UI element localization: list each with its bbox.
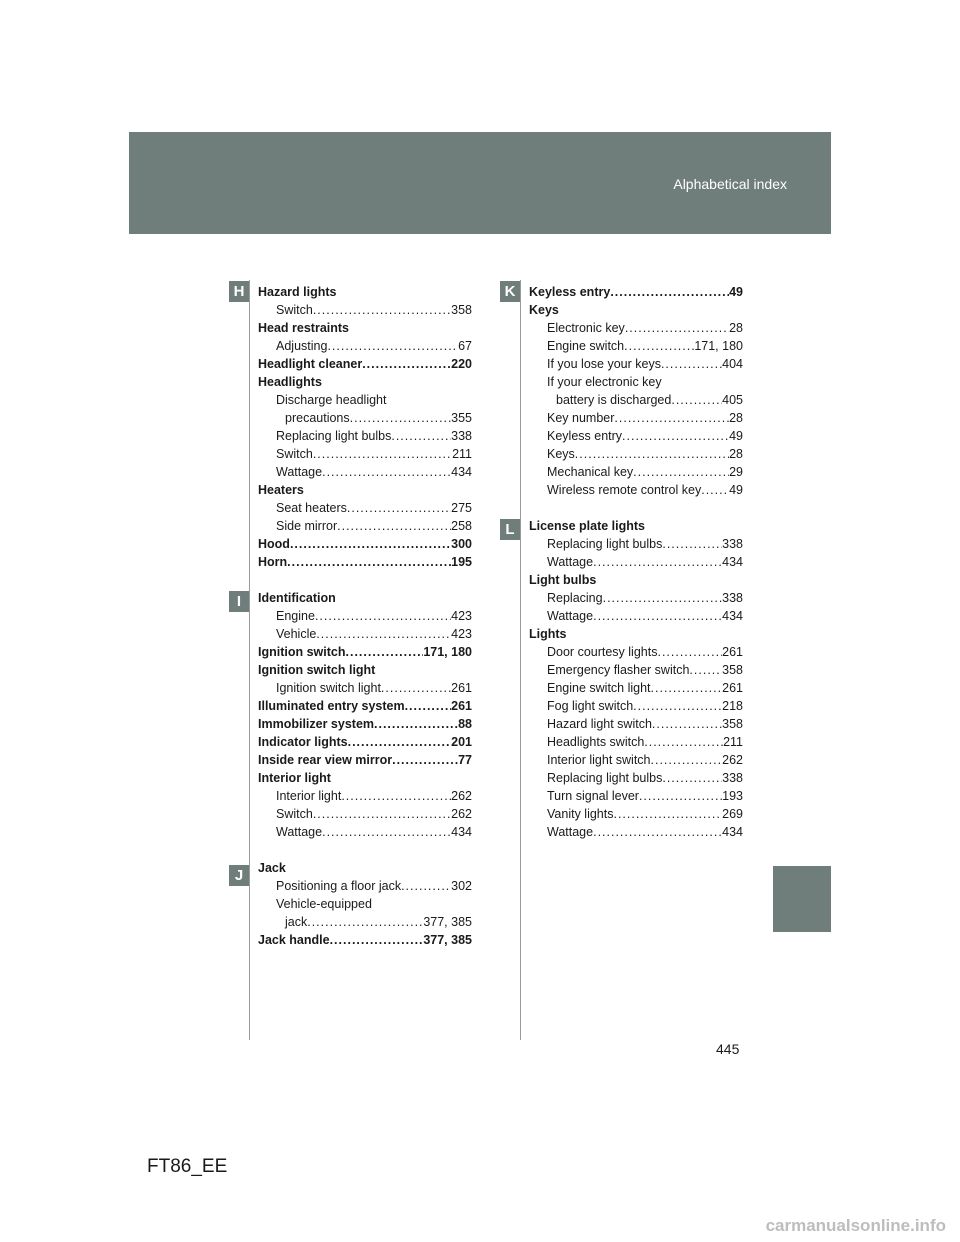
index-entry-label: Wattage — [547, 555, 594, 569]
index-entry-page: 423 — [451, 627, 472, 641]
index-entry-label: Vanity lights — [547, 807, 614, 821]
entry-spacer — [529, 499, 743, 517]
index-entry — [258, 823, 472, 841]
index-entry-label: Indicator lights — [258, 735, 348, 749]
letter-badge-h: H — [229, 281, 249, 302]
index-entry-label: jack — [285, 915, 308, 929]
index-entry-page: 338 — [722, 771, 743, 785]
index-entry-label: Lights — [529, 627, 567, 641]
page-number: 445 — [716, 1041, 740, 1057]
index-entry — [529, 553, 743, 571]
index-entry — [258, 607, 472, 625]
index-entry-label: Wattage — [547, 609, 594, 623]
index-entry-page: 49 — [729, 429, 743, 443]
index-entry-page: 423 — [451, 609, 472, 623]
index-entry — [529, 823, 743, 841]
index-entry — [529, 805, 743, 823]
index-entry-label: Hazard light switch — [547, 717, 652, 731]
index-entry-page: 218 — [722, 699, 743, 713]
dot-leader — [330, 931, 424, 949]
index-entry-page: 193 — [722, 789, 743, 803]
dot-leader — [286, 859, 472, 877]
dot-leader — [350, 409, 452, 427]
index-entry — [258, 463, 472, 481]
index-entry-page: 269 — [722, 807, 743, 821]
index-entry-label: Engine — [276, 609, 315, 623]
index-entry — [258, 301, 472, 319]
dot-leader — [337, 517, 451, 535]
index-entry — [258, 535, 472, 553]
index-entry — [529, 481, 743, 499]
index-entry — [529, 427, 743, 445]
dot-leader — [401, 877, 451, 895]
dot-leader — [575, 445, 729, 463]
index-entry-label: Light bulbs — [529, 573, 597, 587]
dot-leader — [313, 301, 451, 319]
index-entry — [529, 769, 743, 787]
index-entry — [258, 517, 472, 535]
index-entry-label: Replacing light bulbs — [547, 537, 663, 551]
index-entry-page: 338 — [451, 429, 472, 443]
index-entry-label: License plate lights — [529, 519, 646, 533]
index-entry — [529, 409, 743, 427]
index-entry-label: Identification — [258, 591, 336, 605]
index-entry-label: If you lose your keys — [547, 357, 661, 371]
index-entry — [258, 715, 472, 733]
entry-spacer — [258, 571, 472, 589]
index-entry — [529, 589, 743, 607]
watermark: carmanualsonline.info — [765, 1216, 946, 1235]
dot-leader — [304, 481, 472, 499]
index-entry — [529, 301, 743, 319]
index-entry-label: Turn signal lever — [547, 789, 639, 803]
index-entry-page: 405 — [722, 393, 743, 407]
index-entry-page: 434 — [722, 609, 743, 623]
index-entry-page: 171, 180 — [423, 645, 472, 659]
index-entry-label: Heaters — [258, 483, 304, 497]
index-entry-page: 262 — [722, 753, 743, 767]
dot-leader — [336, 589, 472, 607]
dot-leader — [622, 427, 729, 445]
section-header — [129, 132, 831, 234]
index-entry-page: 29 — [729, 465, 743, 479]
index-entry — [258, 733, 472, 751]
index-entry-page: 434 — [451, 465, 472, 479]
dot-leader — [652, 715, 722, 733]
index-entry-label: Wattage — [547, 825, 594, 839]
index-entry — [258, 355, 472, 373]
dot-leader — [639, 787, 722, 805]
dot-leader — [651, 751, 723, 769]
index-entry-page: 261 — [451, 681, 472, 695]
document-code: FT86_EE — [147, 1156, 228, 1177]
index-entry-page: 220 — [451, 357, 472, 371]
index-entry-page: 28 — [729, 411, 743, 425]
index-entry-label: Wattage — [276, 465, 323, 479]
index-entry-label: Keys — [547, 447, 575, 461]
index-entry-page: 261 — [722, 681, 743, 695]
dot-leader — [290, 535, 451, 553]
dot-leader — [322, 823, 451, 841]
index-entry — [258, 805, 472, 823]
dot-leader — [625, 319, 729, 337]
index-entry — [258, 751, 472, 769]
index-column-right — [529, 283, 743, 841]
index-entry — [258, 787, 472, 805]
index-entry — [529, 463, 743, 481]
index-entry-page: 358 — [722, 717, 743, 731]
dot-leader — [287, 553, 451, 571]
dot-leader — [624, 337, 694, 355]
index-entry-label: Replacing light bulbs — [276, 429, 392, 443]
dot-leader — [347, 499, 451, 517]
index-entry-label: Engine switch — [547, 339, 625, 353]
index-entry — [258, 697, 472, 715]
index-entry-label: Keyless entry — [547, 429, 623, 443]
index-entry-label: Positioning a floor jack — [276, 879, 402, 893]
index-entry — [258, 427, 472, 445]
index-entry-label: Immobilizer system — [258, 717, 375, 731]
dot-leader — [593, 553, 722, 571]
index-entry — [529, 751, 743, 769]
dot-leader — [662, 373, 743, 391]
index-entry-label: Wireless remote control key — [547, 483, 702, 497]
index-entry-page: 262 — [451, 807, 472, 821]
index-entry-label: Switch — [276, 447, 313, 461]
dot-leader — [372, 895, 472, 913]
index-entry-label: Emergency flasher switch — [547, 663, 690, 677]
index-entry-page: 49 — [729, 285, 743, 299]
index-entry — [529, 517, 743, 535]
index-entry-label: Jack — [258, 861, 286, 875]
index-column-left — [258, 283, 472, 949]
index-entry-label: Head restraints — [258, 321, 350, 335]
dot-leader — [316, 625, 451, 643]
dot-leader — [341, 787, 451, 805]
index-entry-label: Illuminated entry system — [258, 699, 405, 713]
index-entry-label: Engine switch light — [547, 681, 651, 695]
index-entry — [529, 679, 743, 697]
column-divider-left — [249, 280, 250, 1040]
index-entry — [258, 913, 472, 931]
index-entry-page: 201 — [451, 735, 472, 749]
index-entry-page: 434 — [451, 825, 472, 839]
index-entry — [258, 481, 472, 499]
dot-leader — [596, 571, 743, 589]
dot-leader — [313, 805, 451, 823]
index-entry-label: Interior light — [276, 789, 342, 803]
dot-leader — [603, 589, 723, 607]
index-entry-label: Mechanical key — [547, 465, 634, 479]
index-entry-label: If your electronic key — [547, 375, 662, 389]
index-entry-page: 275 — [451, 501, 472, 515]
dot-leader — [662, 769, 722, 787]
letter-badge-j: J — [229, 865, 249, 886]
dot-leader — [610, 283, 729, 301]
index-entry-page: 88 — [458, 717, 472, 731]
index-entry-label: Hazard lights — [258, 285, 337, 299]
index-entry — [258, 859, 472, 877]
index-entry-label: Keyless entry — [529, 285, 611, 299]
index-entry-label: Vehicle — [276, 627, 317, 641]
index-entry-label: Ignition switch light — [258, 663, 376, 677]
chapter-tab — [773, 866, 831, 932]
index-entry-label: Headlights switch — [547, 735, 645, 749]
index-entry — [529, 643, 743, 661]
index-entry-page: 377, 385 — [423, 933, 472, 947]
index-entry — [258, 391, 472, 409]
index-entry-page: 211 — [452, 447, 472, 461]
index-entry — [258, 553, 472, 571]
index-entry — [258, 499, 472, 517]
dot-leader — [322, 373, 472, 391]
index-entry-page: 358 — [722, 663, 743, 677]
index-entry-label: Hood — [258, 537, 290, 551]
index-entry — [529, 625, 743, 643]
index-entry-page: 338 — [722, 537, 743, 551]
index-entry — [258, 931, 472, 949]
index-entry — [258, 283, 472, 301]
index-entry-page: 211 — [723, 735, 743, 749]
index-entry-label: Switch — [276, 303, 313, 317]
index-entry — [529, 715, 743, 733]
index-entry — [529, 697, 743, 715]
index-entry-page: 49 — [729, 483, 743, 497]
index-entry-page: 262 — [451, 789, 472, 803]
dot-leader — [313, 445, 452, 463]
dot-leader — [613, 805, 722, 823]
dot-leader — [374, 715, 458, 733]
index-entry-page: 67 — [458, 339, 472, 353]
index-entry — [529, 283, 743, 301]
index-entry-page: 195 — [451, 555, 472, 569]
dot-leader — [593, 607, 722, 625]
index-entry-page: 171, 180 — [694, 339, 743, 353]
index-entry-page: 355 — [451, 411, 472, 425]
index-entry — [529, 535, 743, 553]
letter-badge-l: L — [500, 519, 520, 540]
dot-leader — [645, 517, 743, 535]
index-entry — [258, 625, 472, 643]
index-entry-label: Adjusting — [276, 339, 328, 353]
dot-leader — [331, 769, 472, 787]
index-entry — [529, 571, 743, 589]
dot-leader — [346, 643, 424, 661]
dot-leader — [701, 481, 729, 499]
index-entry-label: Interior light — [258, 771, 331, 785]
index-entry-label: Jack handle — [258, 933, 330, 947]
dot-leader — [567, 625, 744, 643]
index-entry-page: 28 — [729, 447, 743, 461]
index-entry-page: 28 — [729, 321, 743, 335]
index-entry-label: Ignition switch — [258, 645, 346, 659]
index-entry-label: Replacing light bulbs — [547, 771, 663, 785]
dot-leader — [392, 751, 458, 769]
dot-leader — [322, 463, 451, 481]
index-entry — [258, 445, 472, 463]
dot-leader — [593, 823, 722, 841]
index-entry-label: Key number — [547, 411, 615, 425]
index-entry — [529, 319, 743, 337]
column-divider-right — [520, 280, 521, 1040]
index-entry-label: battery is discharged — [556, 393, 672, 407]
index-entry-label: Side mirror — [276, 519, 338, 533]
dot-leader — [405, 697, 452, 715]
index-entry-label: Door courtesy lights — [547, 645, 658, 659]
index-entry-label: Ignition switch light — [276, 681, 381, 695]
index-entry — [529, 661, 743, 679]
index-entry — [258, 679, 472, 697]
dot-leader — [375, 661, 472, 679]
index-entry-page: 77 — [458, 753, 472, 767]
dot-leader — [391, 427, 451, 445]
index-entry-label: Switch — [276, 807, 313, 821]
index-entry-page: 261 — [451, 699, 472, 713]
index-entry — [258, 373, 472, 391]
index-entry — [529, 373, 743, 391]
index-entry-label: Keys — [529, 303, 559, 317]
index-entry-label: Fog light switch — [547, 699, 634, 713]
dot-leader — [689, 661, 722, 679]
index-entry — [529, 445, 743, 463]
dot-leader — [633, 463, 729, 481]
dot-leader — [559, 301, 743, 319]
dot-leader — [651, 679, 723, 697]
index-entry — [258, 661, 472, 679]
index-entry — [258, 895, 472, 913]
dot-leader — [614, 409, 729, 427]
index-entry — [529, 607, 743, 625]
dot-leader — [657, 643, 722, 661]
index-entry — [258, 877, 472, 895]
dot-leader — [307, 913, 423, 931]
dot-leader — [362, 355, 451, 373]
index-entry — [258, 643, 472, 661]
dot-leader — [381, 679, 451, 697]
entry-spacer — [258, 841, 472, 859]
dot-leader — [662, 535, 722, 553]
dot-leader — [633, 697, 722, 715]
index-entry-page: 434 — [722, 555, 743, 569]
index-entry — [529, 355, 743, 373]
index-entry — [529, 733, 743, 751]
dot-leader — [644, 733, 723, 751]
index-entry-label: precautions — [285, 411, 350, 425]
index-entry-page: 404 — [722, 357, 743, 371]
index-entry-label: Replacing — [547, 591, 603, 605]
index-entry-label: Discharge headlight — [276, 393, 387, 407]
index-entry-page: 258 — [451, 519, 472, 533]
index-entry — [529, 391, 743, 409]
index-entry-label: Interior light switch — [547, 753, 651, 767]
index-entry-page: 300 — [451, 537, 472, 551]
dot-leader — [661, 355, 722, 373]
index-entry — [258, 769, 472, 787]
index-entry-page: 338 — [722, 591, 743, 605]
index-entry-label: Vehicle-equipped — [276, 897, 372, 911]
dot-leader — [327, 337, 458, 355]
dot-leader — [349, 319, 472, 337]
dot-leader — [671, 391, 722, 409]
index-entry-label: Headlights — [258, 375, 322, 389]
index-entry — [258, 319, 472, 337]
index-entry-label: Wattage — [276, 825, 323, 839]
dot-leader — [387, 391, 473, 409]
dot-leader — [348, 733, 452, 751]
index-entry-label: Seat heaters — [276, 501, 347, 515]
letter-badge-k: K — [500, 281, 520, 302]
index-entry-page: 261 — [722, 645, 743, 659]
index-entry-label: Horn — [258, 555, 288, 569]
index-entry-label: Electronic key — [547, 321, 625, 335]
letter-badge-i: I — [229, 591, 249, 612]
index-entry — [258, 409, 472, 427]
index-entry — [258, 589, 472, 607]
dot-leader — [315, 607, 451, 625]
dot-leader — [337, 283, 473, 301]
index-entry-page: 377, 385 — [423, 915, 472, 929]
index-entry-page: 302 — [451, 879, 472, 893]
section-title: Alphabetical index — [673, 176, 787, 192]
index-entry — [258, 337, 472, 355]
index-entry-label: Inside rear view mirror — [258, 753, 393, 767]
index-entry-page: 434 — [722, 825, 743, 839]
index-entry-page: 358 — [451, 303, 472, 317]
index-entry-label: Headlight cleaner — [258, 357, 363, 371]
index-entry — [529, 787, 743, 805]
index-entry — [529, 337, 743, 355]
